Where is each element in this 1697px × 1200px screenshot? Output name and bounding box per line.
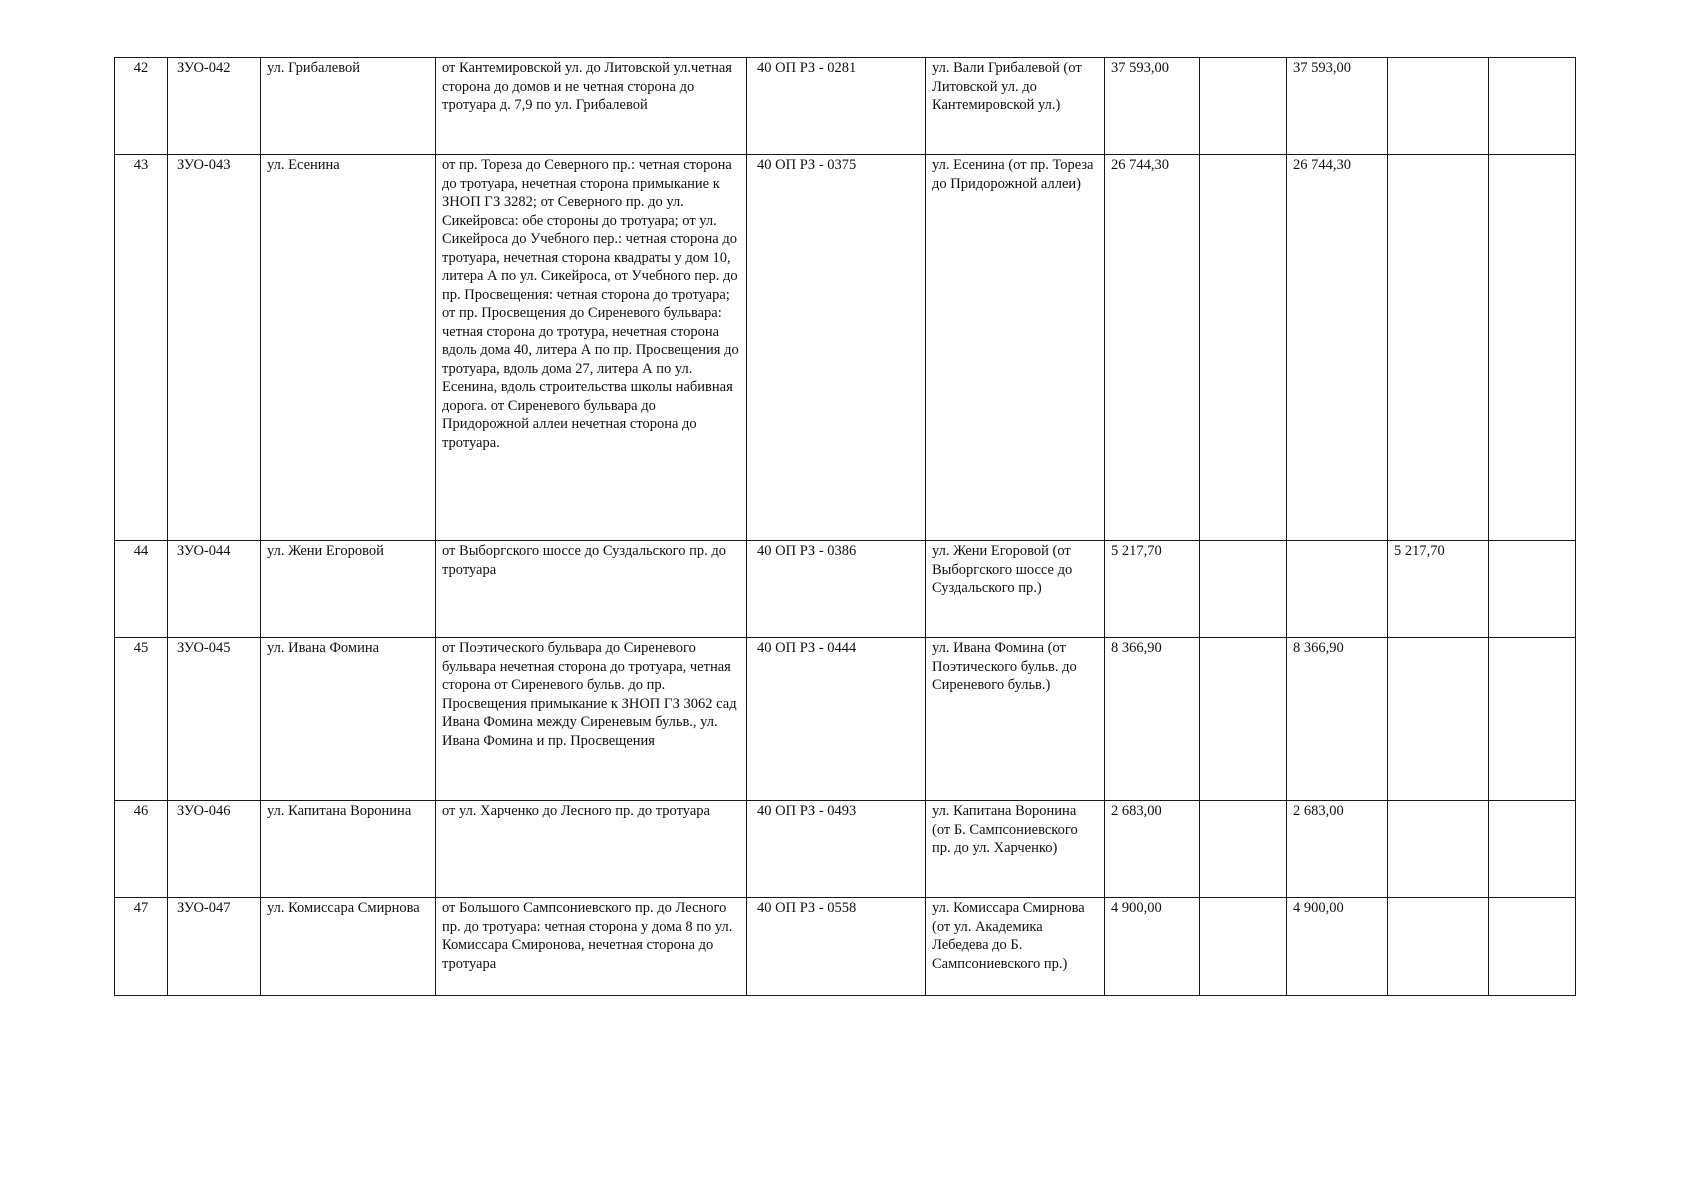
street-cell: ул. Ивана Фомина [261,638,436,801]
object-code-cell: ЗУО-043 [168,155,261,541]
value-cell-8 [1200,801,1287,898]
row-number-cell: 47 [115,898,168,996]
street-cell: ул. Есенина [261,155,436,541]
road-name-cell: ул. Жени Егоровой (от Выборгского шоссе до Суздальского пр.) [926,541,1105,638]
road-name-cell: ул. Капитана Воронина (от Б. Сампсониевского пр. до ул. Харченко) [926,801,1105,898]
value-cell-8 [1200,155,1287,541]
row-number-cell: 46 [115,801,168,898]
value-cell-9: 8 366,90 [1287,638,1388,801]
value-cell-10 [1388,801,1489,898]
boundary-description-cell: от пр. Тореза до Северного пр.: четная сторона до тротуара, нечетная сторона примыкание к ЗНОП ГЗ 3282; от Северного пр. до ул. Сикейровса: обе стороны до тротуара; от ул. Сикейроса до Учебного пер.: четная сторона до тротуара, нечетная сторона квадраты у дом 10, литера А по ул. Сикейроса, от Учебного пер. до пр. Просвещения: четная сторона до тротуара; от пр. Просвещения до Сиреневого бульвара: четная сторона до тротура, нечетная сторона вдоль дома 40, литера А по пр. Просвещения до тротуара, вдоль дома 27, литера А по ул. Есенина, вдоль строительства школы набивная дорога. от Сиреневого бульвара до Придорожной аллеи нечетная сторона до тротуара. [436,155,747,541]
object-code-cell: ЗУО-044 [168,541,261,638]
road-name-cell: ул. Вали Грибалевой (от Литовской ул. до Кантемировской ул.) [926,58,1105,155]
total-area-cell: 37 593,00 [1105,58,1200,155]
boundary-description-cell: от ул. Харченко до Лесного пр. до тротуара [436,801,747,898]
value-cell-10 [1388,155,1489,541]
road-id-cell: 40 ОП РЗ - 0386 [747,541,926,638]
table-row [115,155,1576,541]
object-code-cell: ЗУО-045 [168,638,261,801]
table-row [115,898,1576,996]
object-code-cell: ЗУО-046 [168,801,261,898]
value-cell-10 [1388,58,1489,155]
value-cell-9 [1287,541,1388,638]
object-code-cell: ЗУО-047 [168,898,261,996]
street-cell: ул. Жени Егоровой [261,541,436,638]
object-code-cell: ЗУО-042 [168,58,261,155]
boundary-description-cell: от Выборгского шоссе до Суздальского пр. до тротуара [436,541,747,638]
value-cell-9: 4 900,00 [1287,898,1388,996]
street-cell: ул. Комиссара Смирнова [261,898,436,996]
total-area-cell: 5 217,70 [1105,541,1200,638]
boundary-description-cell: от Поэтического бульвара до Сиреневого бульвара нечетная сторона до тротуара, четная сторона от Сиреневого бульв. до пр. Просвещения примыкание к ЗНОП ГЗ 3062 сад Ивана Фомина между Сиреневым бульв., ул. Ивана Фомина и пр. Просвещения [436,638,747,801]
value-cell-9: 2 683,00 [1287,801,1388,898]
value-cell-11 [1489,541,1576,638]
value-cell-8 [1200,638,1287,801]
total-area-cell: 4 900,00 [1105,898,1200,996]
value-cell-11 [1489,155,1576,541]
registry-table [114,57,1576,996]
value-cell-11 [1489,898,1576,996]
value-cell-11 [1489,58,1576,155]
row-number-cell: 42 [115,58,168,155]
value-cell-8 [1200,541,1287,638]
boundary-description-cell: от Кантемировской ул. до Литовской ул.четная сторона до домов и не четная сторона до тротуара д. 7,9 по ул. Грибалевой [436,58,747,155]
total-area-cell: 26 744,30 [1105,155,1200,541]
table-row [115,638,1576,801]
street-cell: ул. Грибалевой [261,58,436,155]
total-area-cell: 8 366,90 [1105,638,1200,801]
value-cell-11 [1489,638,1576,801]
total-area-cell: 2 683,00 [1105,801,1200,898]
road-name-cell: ул. Комиссара Смирнова (от ул. Академика Лебедева до Б. Сампсониевского пр.) [926,898,1105,996]
road-name-cell: ул. Ивана Фомина (от Поэтического бульв. до Сиреневого бульв.) [926,638,1105,801]
table-row [115,801,1576,898]
row-number-cell: 44 [115,541,168,638]
value-cell-8 [1200,58,1287,155]
street-cell: ул. Капитана Воронина [261,801,436,898]
value-cell-8 [1200,898,1287,996]
value-cell-9: 37 593,00 [1287,58,1388,155]
row-number-cell: 43 [115,155,168,541]
value-cell-10: 5 217,70 [1388,541,1489,638]
road-name-cell: ул. Есенина (от пр. Тореза до Придорожной аллеи) [926,155,1105,541]
road-id-cell: 40 ОП РЗ - 0444 [747,638,926,801]
value-cell-9: 26 744,30 [1287,155,1388,541]
value-cell-10 [1388,898,1489,996]
row-number-cell: 45 [115,638,168,801]
table-row [115,541,1576,638]
value-cell-11 [1489,801,1576,898]
road-id-cell: 40 ОП РЗ - 0281 [747,58,926,155]
table-row [115,58,1576,155]
value-cell-10 [1388,638,1489,801]
boundary-description-cell: от Большого Сампсониевского пр. до Лесного пр. до тротуара: четная сторона у дома 8 по ул. Комиссара Смиронова, нечетная сторона до тротуара [436,898,747,996]
road-id-cell: 40 ОП РЗ - 0375 [747,155,926,541]
road-id-cell: 40 ОП РЗ - 0493 [747,801,926,898]
road-id-cell: 40 ОП РЗ - 0558 [747,898,926,996]
